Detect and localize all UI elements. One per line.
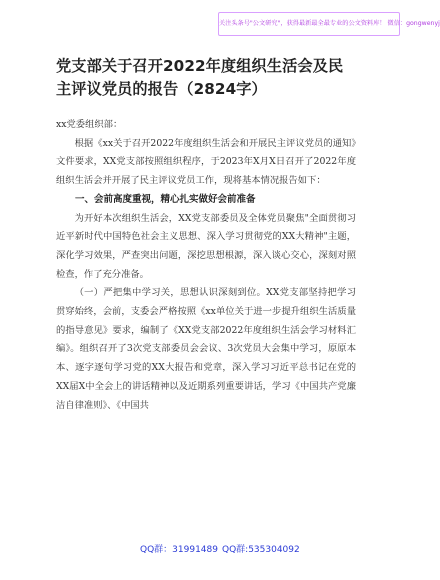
qq-group-2: QQ群:535304092 [222, 545, 300, 555]
section-1-paragraph: 为开好本次组织生活会，XX党支部委员及全体党员聚焦"全面贯彻习近平新时代中国特色社会主义思想、深入学习贯彻党的XX大精神"主题，深化学习效果，严查突出问题，深挖思想根源，深入谈心交心，深刻对照检查，作了充分准备。 [56, 212, 356, 280]
qq-group-1: QQ群：31991489 [140, 545, 218, 555]
intro-paragraph: 根据《xx关于召开2022年度组织生活会和开展民主评议党员的通知》文件要求，XX党支部按照组织程序，于2023年X月X日召开了2022年度组织生活会并开展了民主评议党员工作，现将基本情况报告如下： [56, 137, 356, 187]
document-body [56, 116, 356, 415]
document-title: 党支部关于召开2022年度组织生活会及民主评议党员的报告（2824字） [56, 57, 344, 98]
subsection-1-paragraph: （一）严把集中学习关，思想认识深刻到位。XX党支部坚持把学习贯穿始终，会前，支委会严格按照《xx单位关于进一步提升组织生活质量的指导意见》要求，编制了《XX党支部2022年度组织生活会学习材料汇编》。组织召开了3次党支部委员会会议、3次党员大会集中学习，原原本本、逐字逐句学习党的XX大报告和党章，深入学习习近平总书记在党的XX届X中全会上的讲话精神以及近期系列重要讲话，学习《中国共产党廉洁自律准则》、《中国共 [56, 287, 356, 411]
promo-banner: 关注头条号"公文研究"，获得最新最全最专业的公文资料库！ 微信：gongwenyj [218, 12, 400, 36]
footer-contact [0, 540, 408, 558]
section-heading-1: 一、会前高度重视，精心扎实做好会前准备 [75, 193, 256, 205]
salutation: xx党委组织部： [56, 119, 123, 130]
